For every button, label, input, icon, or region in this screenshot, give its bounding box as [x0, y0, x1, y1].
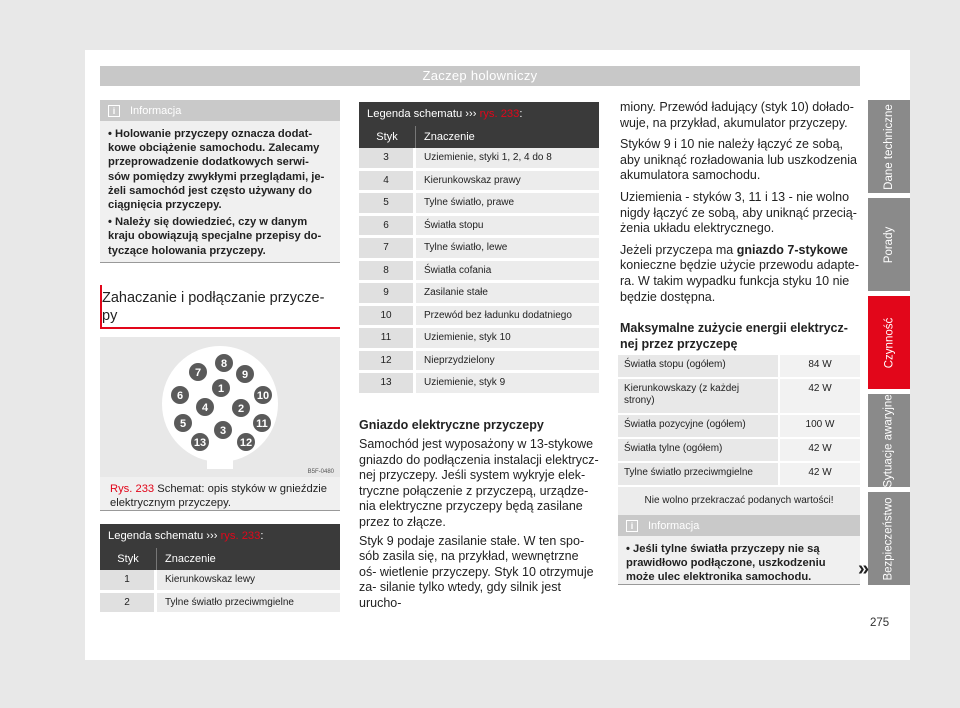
pin-8 — [215, 354, 233, 372]
subsection-heading: Gniazdo elektryczne przyczepy — [359, 418, 544, 432]
legend-ref-link[interactable]: rys. 233 — [479, 108, 520, 120]
legend-table — [100, 524, 340, 615]
pin-4 — [196, 398, 214, 416]
table-row: Tylne światło przeciwmgielne 42 W — [618, 463, 860, 487]
figure-code: B5F-0480 — [307, 469, 334, 475]
info-body — [618, 536, 860, 596]
legend-table — [359, 102, 599, 396]
table-row: 8 Światła cofania — [359, 261, 599, 284]
socket-diagram — [100, 337, 340, 477]
table-row: 13 Uziemienie, styk 9 — [359, 373, 599, 396]
pin-7 — [189, 363, 207, 381]
info-header: i Informacja — [618, 515, 860, 536]
page-number: 275 — [870, 617, 890, 629]
table-row: 12 Nieprzydzielony — [359, 351, 599, 374]
side-tab-czynnosc[interactable]: Czynność — [868, 296, 910, 389]
pin-5 — [174, 414, 192, 432]
side-tab-sytuacje-awaryjne[interactable]: Sytuacje awaryjne — [868, 394, 910, 487]
svg-text:1: 1 — [217, 383, 225, 395]
page-header: Zaczep holowniczy — [100, 66, 860, 86]
info-item: • Należy się dowiedzieć, czy w danym kraju obowiązują specjalne przepisy do- tyczące holowania przyczepy. — [108, 216, 322, 257]
figure-caption: Rys. 233 Schemat: opis styków w gnieździe elektrycznym przyczepy. — [110, 483, 328, 509]
info-body — [100, 121, 340, 269]
legend-header-row: Styk Znaczenie — [359, 126, 599, 148]
info-item: • Holowanie przyczepy oznacza dodat- kowe obciążenie samochodu. Zalecamy przeprowadzenie dodatkowych serwi- sów pomiędzy zwykłymi przeglądami, je- żeli samochód jest często używany do ciągnięcia przyczepy. — [108, 128, 325, 212]
pin-2 — [232, 399, 250, 417]
svg-text:5: 5 — [179, 418, 187, 430]
power-heading: Maksymalne zużycie energii elektrycz- nej przez przyczepę — [620, 321, 848, 351]
legend-ref-link[interactable]: rys. 233 — [220, 530, 261, 542]
pin-1 — [212, 379, 230, 397]
info-header: i Informacja — [100, 100, 340, 121]
power-table — [618, 355, 860, 517]
body-text: Samochód jest wyposażony w 13-stykowe gniazdo do podłączenia instalacji elektrycz- nej przyczepy. Jeśli system wykryje elek- tryczne połączenie z przyczepą, urządze- nia elektryczne przyczepy będą zasilane przez to złącze. Styk 9 podaje zasilanie stałe. W ten spo- sób zasila się, na przykład, wewnętrzne oś- wietlenie przyczepy. Styk 10 otrzymuje za- silanie tylko wtedy, gdy silnik jest urucho- — [359, 437, 599, 610]
pin-10 — [254, 386, 272, 404]
legend-title: Legenda schematu ››› rys. 233: — [359, 102, 599, 126]
table-row: 7 Tylne światło, lewe — [359, 238, 599, 261]
body-text-right: miony. Przewód ładujący (styk 10) dołado- wuje, na przykład, akumulator przyczepy. Styków 9 i 10 nie należy łączyć ze sobą, aby uniknąć rozładowania lub uszkodzenia akumulatora samochodu. Uziemienia - styków 3, 11 i 13 - nie wolno nigdy łączyć ze sobą, aby uniknąć przecią- żenia układu elektrycznego. Jeżeli przyczepa ma gniazdo 7-stykowe konieczne będzie użycie przewodu adapte- ra. W takim wypadku funkcja styku 10 nie będzie dostępna. — [620, 100, 860, 304]
table-row: 3 Uziemienie, styki 1, 2, 4 do 8 — [359, 148, 599, 171]
svg-text:8: 8 — [220, 358, 228, 370]
svg-text:13: 13 — [193, 437, 207, 449]
svg-text:2: 2 — [237, 403, 245, 415]
info-icon: i — [626, 520, 638, 532]
svg-text:9: 9 — [241, 369, 249, 381]
table-row: Światła tylne (ogółem) 42 W — [618, 439, 860, 463]
svg-text:6: 6 — [176, 390, 184, 402]
svg-text:3: 3 — [219, 425, 227, 437]
table-note: Nie wolno przekraczać podanych wartości! — [618, 487, 860, 517]
svg-text:11: 11 — [256, 418, 268, 430]
info-icon: i — [108, 105, 120, 117]
table-row: 2 Tylne światło przeciwmgielne — [100, 593, 340, 616]
info-box — [618, 515, 860, 585]
section-title: Zahaczanie i podłączanie przycze- py — [102, 290, 325, 324]
table-row: Światła pozycyjne (ogółem) 100 W — [618, 415, 860, 439]
table-row: 4 Kierunkowskaz prawy — [359, 171, 599, 194]
pin-6 — [171, 386, 189, 404]
side-tab-dane-techniczne[interactable]: Dane techniczne — [868, 100, 910, 193]
table-row: 5 Tylne światło, prawe — [359, 193, 599, 216]
pin-3 — [214, 421, 232, 439]
svg-text:12: 12 — [239, 437, 253, 449]
table-row: Światła stopu (ogółem) 84 W — [618, 355, 860, 379]
side-tab-porady[interactable]: Porady — [868, 198, 910, 291]
pin-12 — [237, 433, 255, 451]
table-row: 9 Zasilanie stałe — [359, 283, 599, 306]
side-tab-bezpieczenstwo[interactable]: Bezpieczeństwo — [868, 492, 910, 585]
pin-9 — [236, 365, 254, 383]
table-row: 10 Przewód bez ładunku dodatniego — [359, 306, 599, 329]
pin-11 — [253, 414, 271, 432]
info-item: • Jeśli tylne światła przyczepy nie są prawidłowo podłączone, uszkodzeniu może ulec elektronika samochodu. — [626, 543, 826, 584]
table-row: Kierunkowskazy (z każdej strony) 42 W — [618, 379, 860, 415]
table-row: 11 Uziemienie, styk 10 — [359, 328, 599, 351]
section-divider — [100, 327, 340, 329]
table-row: 1 Kierunkowskaz lewy — [100, 570, 340, 593]
info-box — [100, 100, 340, 263]
legend-header-row: Styk Znaczenie — [100, 548, 340, 570]
svg-text:7: 7 — [194, 367, 202, 379]
legend-title: Legenda schematu ››› rys. 233: — [100, 524, 340, 548]
continue-arrow-icon: » — [858, 558, 870, 580]
svg-text:10: 10 — [256, 390, 270, 402]
figure-ref-link[interactable]: Rys. 233 — [110, 483, 155, 495]
pin-13 — [191, 433, 209, 451]
svg-text:4: 4 — [201, 402, 209, 414]
socket-figure — [100, 337, 340, 477]
table-row: 6 Światła stopu — [359, 216, 599, 239]
